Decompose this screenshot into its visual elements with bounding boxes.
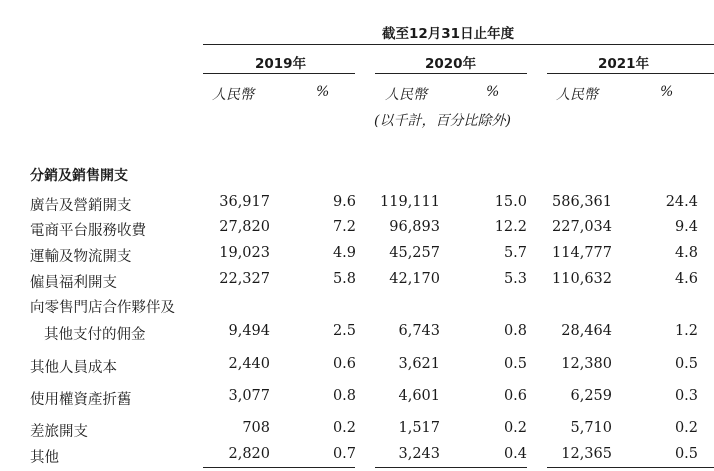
period-header-rule	[203, 44, 714, 45]
amount-cell: 27,820	[219, 219, 270, 235]
percent-cell: 5.7	[503, 245, 527, 261]
percent-cell: 0.6	[332, 356, 356, 372]
period-header: 截至12月31日止年度	[382, 26, 515, 42]
percent-cell: 1.2	[674, 323, 698, 339]
year-rule-2019	[203, 73, 355, 74]
percent-cell: 0.7	[332, 446, 356, 462]
amount-cell: 9,494	[228, 323, 270, 339]
amount-cell: 114,777	[552, 245, 612, 261]
year-header-2019: 2019年	[255, 56, 307, 72]
row-label: 電商平台服務收費	[30, 223, 146, 239]
percent-cell: 0.2	[674, 420, 698, 436]
percent-cell: 0.5	[674, 356, 698, 372]
percent-cell: 0.6	[503, 388, 527, 404]
amount-cell: 96,893	[389, 219, 440, 235]
amount-cell: 6,743	[398, 323, 440, 339]
row-label: 向零售門店合作夥伴及	[30, 300, 175, 316]
bottom-rule-2020	[375, 467, 527, 468]
row-label: 差旅開支	[30, 424, 88, 440]
year-rule-2020	[375, 73, 527, 74]
amount-cell: 110,632	[552, 271, 612, 287]
amount-cell: 12,380	[561, 356, 612, 372]
amount-cell: 6,259	[570, 388, 612, 404]
percent-cell: 0.8	[332, 388, 356, 404]
year-header-2021: 2021年	[598, 56, 650, 72]
amount-cell: 4,601	[398, 388, 440, 404]
unit-percent-2019: %	[316, 84, 330, 100]
percent-cell: 0.2	[503, 420, 527, 436]
unit-percent-2020: %	[486, 84, 500, 100]
percent-cell: 0.4	[503, 446, 527, 462]
unit-percent-2021: %	[660, 84, 674, 100]
amount-cell: 3,621	[398, 356, 440, 372]
amount-cell: 28,464	[561, 323, 612, 339]
unit-currency-2019: 人民幣	[212, 87, 254, 103]
unit-currency-2021: 人民幣	[556, 87, 598, 103]
percent-cell: 5.3	[503, 271, 527, 287]
row-label: 其他人員成本	[30, 360, 117, 376]
percent-cell: 15.0	[494, 194, 527, 210]
amount-cell: 36,917	[219, 194, 270, 210]
bottom-rule-2021	[547, 467, 714, 468]
percent-cell: 4.6	[674, 271, 698, 287]
amount-cell: 22,327	[219, 271, 270, 287]
row-label: 僱員福利開支	[30, 275, 117, 291]
bottom-rule-2019	[203, 467, 355, 468]
percent-cell: 0.3	[674, 388, 698, 404]
percent-cell: 24.4	[665, 194, 698, 210]
percent-cell: 4.8	[674, 245, 698, 261]
percent-cell: 0.2	[332, 420, 356, 436]
amount-cell: 119,111	[380, 194, 440, 210]
percent-cell: 4.9	[332, 245, 356, 261]
row-label: 其他	[30, 450, 59, 466]
percent-cell: 0.8	[503, 323, 527, 339]
amount-cell: 3,077	[228, 388, 270, 404]
year-header-2020: 2020年	[425, 56, 477, 72]
amount-cell: 586,361	[552, 194, 612, 210]
amount-cell: 12,365	[561, 446, 612, 462]
amount-cell: 2,440	[228, 356, 270, 372]
amount-cell: 708	[242, 420, 270, 436]
year-rule-2021	[547, 73, 714, 74]
amount-cell: 1,517	[398, 420, 440, 436]
percent-cell: 7.2	[332, 219, 356, 235]
amount-cell: 19,023	[219, 245, 270, 261]
row-label: 使用權資產折舊	[30, 392, 132, 408]
percent-cell: 9.4	[674, 219, 698, 235]
percent-cell: 9.6	[332, 194, 356, 210]
percent-cell: 0.5	[674, 446, 698, 462]
unit-note: (以千計，百分比除外)	[374, 113, 511, 129]
amount-cell: 227,034	[552, 219, 612, 235]
amount-cell: 3,243	[398, 446, 440, 462]
row-label-continuation: 其他支付的佣金	[44, 327, 146, 343]
amount-cell: 2,820	[228, 446, 270, 462]
amount-cell: 5,710	[570, 420, 612, 436]
section-title: 分銷及銷售開支	[30, 168, 128, 184]
row-label: 運輸及物流開支	[30, 249, 132, 265]
amount-cell: 42,170	[389, 271, 440, 287]
amount-cell: 45,257	[389, 245, 440, 261]
row-label: 廣告及營銷開支	[30, 198, 132, 214]
percent-cell: 2.5	[332, 323, 356, 339]
unit-currency-2020: 人民幣	[385, 87, 427, 103]
percent-cell: 5.8	[332, 271, 356, 287]
percent-cell: 0.5	[503, 356, 527, 372]
percent-cell: 12.2	[494, 219, 527, 235]
